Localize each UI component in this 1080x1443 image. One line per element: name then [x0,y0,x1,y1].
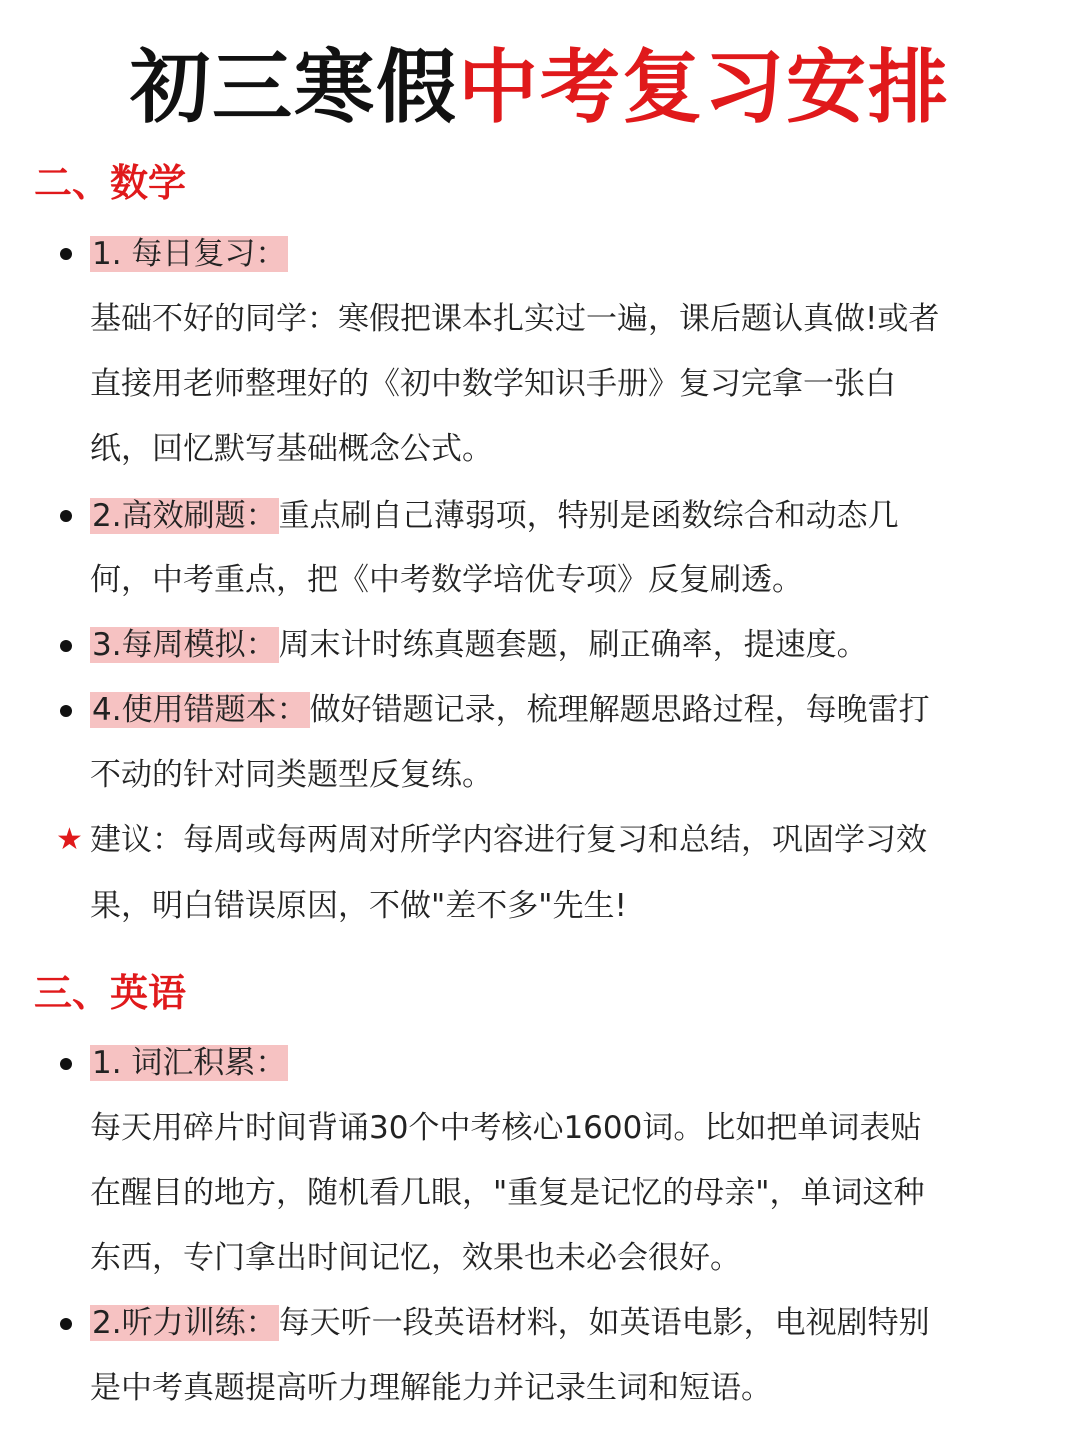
english-item-1-line-3: 东西，专门拿出时间记忆，效果也未必会很好。 [90,1240,741,1276]
star-icon: ★ [56,822,83,857]
title-part-1: 初三寒假 [130,41,458,134]
english-heading: 三、英语 [34,971,187,1015]
english-item-2-text-2: 是中考真题提高听力理解能力并记录生词和短语。 [90,1370,772,1406]
math-tip-text-1: 建议：每周或每两周对所学内容进行复习和总结，巩固学习效 [90,822,927,858]
math-item-4-text-1: 做好错题记录，梳理解题思路过程，每晚雷打 [309,692,930,728]
math-item-2-text-1: 重点刷自己薄弱项，特别是函数综合和动态几 [278,498,899,534]
math-item-1-line-1: 基础不好的同学：寒假把课本扎实过一遍，课后题认真做!或者 [90,301,940,337]
english-item-1-line-1: 每天用碎片时间背诵30个中考核心1600词。比如把单词表贴 [90,1110,922,1146]
math-item-2-label: 2.高效刷题： [92,498,277,534]
math-item-4-text-2: 不动的针对同类题型反复练。 [90,757,493,793]
english-item-1-label: 1. 词汇积累： [92,1045,287,1081]
bullet-dot [60,1318,72,1330]
math-heading: 二、数学 [34,161,187,205]
title-part-2: 中考复习安排 [458,41,950,134]
bullet-dot [60,510,72,522]
math-item-1-line-3: 纸，回忆默写基础概念公式。 [90,431,493,467]
page-title [0,38,1080,138]
math-tip-text-2: 果，明白错误原因，不做"差不多"先生! [90,888,627,924]
math-item-1-label: 1. 每日复习： [92,236,287,272]
bullet-dot [60,640,72,652]
math-item-2-text-2: 何，中考重点，把《中考数学培优专项》反复刷透。 [90,562,803,598]
english-item-2-label: 2.听力训练： [92,1305,277,1341]
english-item-2-text-1: 每天听一段英语材料，如英语电影，电视剧特别 [278,1305,930,1341]
math-item-4-label: 4.使用错题本： [92,692,308,728]
english-item-1-line-2: 在醒目的地方，随机看几眼，"重复是记忆的母亲"，单词这种 [90,1175,925,1211]
bullet-dot [60,705,72,717]
bullet-dot [60,1058,72,1070]
math-item-1-line-2: 直接用老师整理好的《初中数学知识手册》复习完拿一张白 [90,366,896,402]
math-item-3-label: 3.每周模拟： [92,627,277,663]
math-item-3-text-1: 周末计时练真题套题，刷正确率，提速度。 [278,627,868,663]
bullet-dot [60,248,72,260]
